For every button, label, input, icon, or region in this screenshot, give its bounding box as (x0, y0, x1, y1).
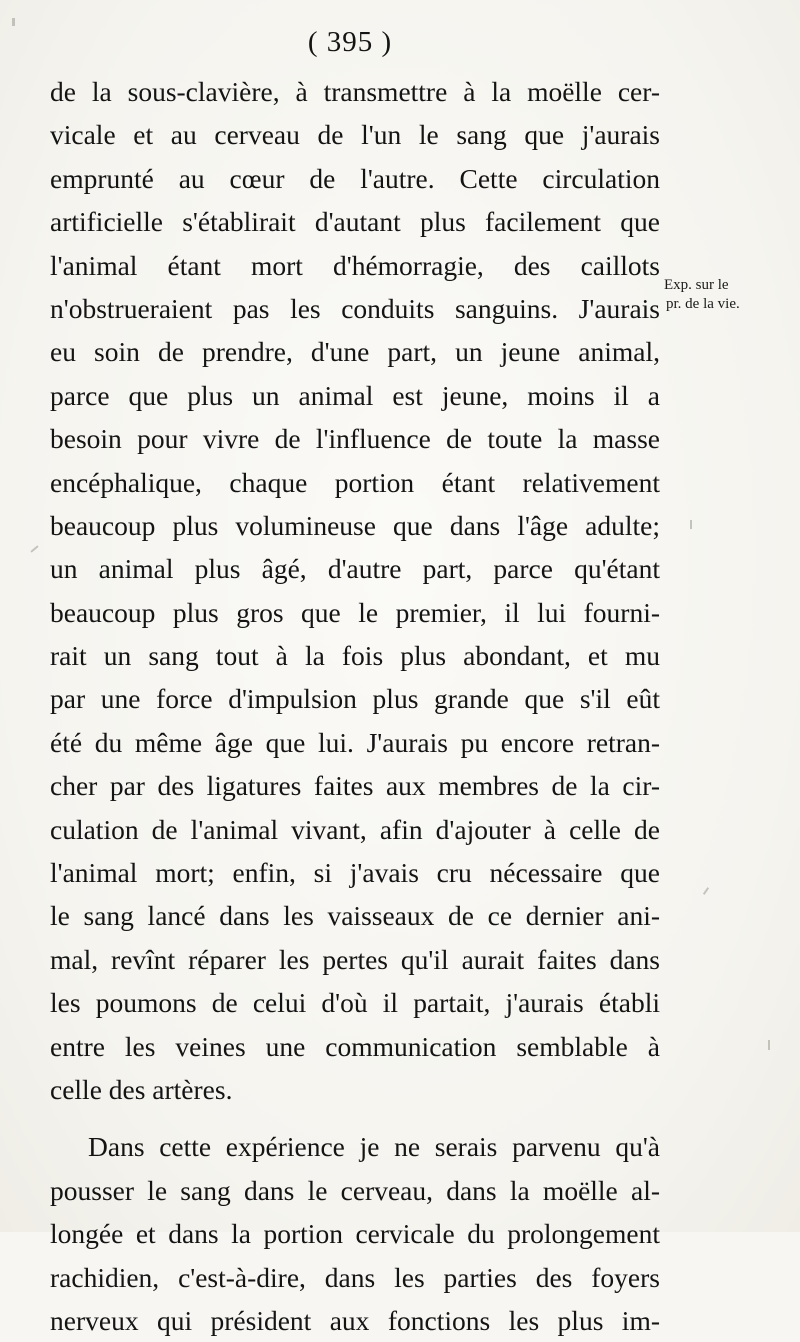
text-line: parce que plus un animal est jeune, moins il a (50, 379, 660, 411)
text-line: un animal plus âgé, d'autre part, parce qu'étant (50, 553, 660, 585)
text-line: rait un sang tout à la fois plus abondant, et mu (50, 640, 660, 672)
text-line: les poumons de celui d'où il partait, j'aurais établi (50, 987, 660, 1019)
text-line: cher par des ligatures faites aux membres de la cir- (50, 770, 660, 802)
text-line: mal, revînt réparer les pertes qu'il aurait faites dans (50, 943, 660, 975)
text-line: entre les veines une communication semblable à (50, 1030, 660, 1062)
margin-note-line: pr. de la vie. (666, 296, 740, 312)
paragraph-gap (50, 1111, 660, 1125)
margin-note (664, 276, 740, 314)
text-line: encéphalique, chaque portion étant relativement (50, 466, 660, 498)
text-line: rachidien, c'est-à-dire, dans les parties des foyers (50, 1261, 660, 1293)
paper-speck (12, 18, 15, 26)
text-line: l'animal étant mort d'hémorragie, des caillots (50, 249, 660, 281)
paragraph (50, 1125, 660, 1342)
page-number: ( 395 ) (307, 26, 393, 58)
text-line: par une force d'impulsion plus grande que s'il eût (50, 683, 660, 715)
text-line: l'animal mort; enfin, si j'avais cru nécessaire que (50, 857, 660, 889)
paper-speck (703, 887, 709, 895)
text-line: celle des artères. (50, 1073, 233, 1105)
text-line: longée et dans la portion cervicale du prolongement (50, 1218, 660, 1250)
paper-speck (768, 1040, 770, 1050)
text-line: de la sous-clavière, à transmettre à la moëlle cer- (50, 76, 660, 107)
text-line: n'obstrueraient pas les conduits sanguins. J'aurais (50, 292, 660, 324)
text-line: emprunté au cœur de l'autre. Cette circulation (50, 162, 660, 194)
paper-speck (30, 545, 38, 552)
text-line: pousser le sang dans le cerveau, dans la moëlle al- (50, 1174, 660, 1206)
text-line: beaucoup plus gros que le premier, il lui fourni- (50, 596, 660, 628)
text-line: nerveux qui président aux fonctions les plus im- (50, 1304, 660, 1336)
text-line: besoin pour vivre de l'influence de toute la masse (50, 423, 660, 455)
text-line: été du même âge que lui. J'aurais pu encore retran- (50, 726, 660, 758)
text-line: vicale et au cerveau de l'un le sang que j'aurais (50, 119, 660, 151)
margin-note-line: Exp. sur le (664, 277, 729, 293)
paper-speck (690, 520, 692, 529)
text-line: Dans cette expérience je ne serais parvenu qu'à (88, 1131, 660, 1163)
body-text (50, 70, 660, 1342)
text-line: culation de l'animal vivant, afin d'ajouter à celle de (50, 813, 660, 845)
text-line: eu soin de prendre, d'une part, un jeune animal, (50, 336, 660, 368)
paragraph (50, 70, 660, 1111)
text-line: artificielle s'établirait d'autant plus facilement que (50, 206, 660, 238)
text-line: beaucoup plus volumineuse que dans l'âge adulte; (50, 509, 660, 541)
text-line: le sang lancé dans les vaisseaux de ce dernier ani- (50, 900, 660, 932)
